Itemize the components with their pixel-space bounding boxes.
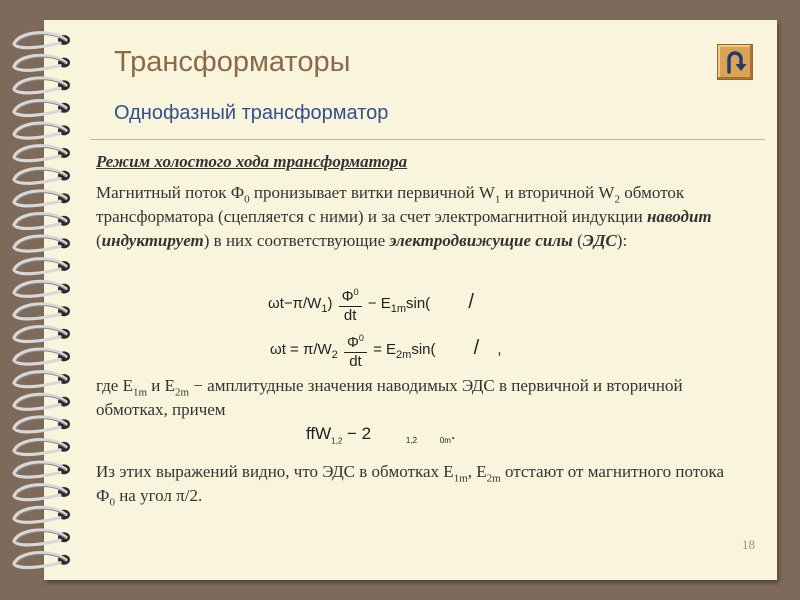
text-span: Из этих выражений видно, что ЭДС в обмотках E [96,462,454,481]
text-span: где E [96,376,133,395]
text-span: ) в них соответствующие [203,231,390,250]
formula-emf1 [268,283,474,325]
paragraph-amplitudes [96,374,736,422]
slide-content [96,150,736,253]
subscript: 0m [439,436,451,446]
formula-tail: sin( [411,340,436,358]
fraction [339,283,362,325]
term-emf: электродвижущие силы [389,231,573,250]
subscript: 1 [321,302,328,315]
formula-right: = E [373,340,397,358]
u-turn-arrow-icon [722,49,748,75]
formula-amplitude [306,424,456,444]
subscript: 1m [453,472,468,485]
text-span: ( [96,231,102,250]
subscript: 2 [331,348,338,361]
subscript: 1m [132,386,148,399]
text-span: и вторичной W [500,183,615,202]
text-span: и E [147,376,176,395]
paragraph-conclusion [96,460,736,508]
back-button[interactable] [717,44,753,80]
formula-comma: , [497,340,502,358]
fraction-numerator [339,283,362,307]
paragraph-flux [96,181,736,253]
text-span: отстают от магнитного потока Ф [96,462,725,505]
formula-right: − E [367,294,391,312]
superscript: 0 [353,287,359,297]
text-span: пронизывает витки первичной W [249,183,495,202]
fraction [344,329,367,371]
subscript: 1m [390,302,406,315]
subscript: 1,2 [331,436,343,446]
title-divider [90,139,765,140]
formula-slash: / [473,336,480,359]
formula-left: ωt−π/W [268,294,322,312]
text-span: Магнитный поток Ф [96,183,245,202]
formula-emf2 [270,329,502,371]
subscript: 1,2 [405,436,418,446]
text-span: − амплитудные значения наводимых ЭДС в первичной и вторичной обмотках, причем [96,376,683,419]
subscript: 1 [494,193,501,206]
numerator-text: Φ [341,288,354,305]
term-induces: наводит [646,207,712,226]
term-emf-abbr: ЭДС [582,231,617,250]
text-span: , E [467,462,487,481]
formula-mid: ) [327,294,333,312]
formula-mid: − 2 [342,424,372,443]
fraction-numerator [344,329,367,353]
numerator-text: Φ [346,334,359,351]
subscript: 0 [109,496,115,509]
formula-dot: . [450,424,456,443]
text-span: ): [616,231,628,250]
text-span: обмоток трансформатора (сцепляется с ними) и за счет электромагнитной индукции [96,183,685,226]
formula-left: ffW [306,424,332,443]
text-span: на угол π/2. [114,486,203,505]
subscript: 2m [486,472,501,485]
formula-slash: / [468,290,474,313]
fraction-denominator: dt [343,307,357,324]
text-span: ( [572,231,583,250]
slide-subtitle: Однофазный трансформатор [114,102,389,124]
slide-title: Трансформаторы [114,46,351,78]
section-heading: Режим холостого хода трансформатора [96,152,408,171]
term-inducts: индуктирует [101,231,204,250]
subscript: 2m [175,386,190,399]
superscript: 0 [358,333,364,343]
subscript: 2m [396,348,412,361]
subscript: 0 [244,193,250,206]
formula-left: ωt = π/W [270,340,332,358]
subscript: 2 [614,193,620,206]
page-number: 18 [742,537,755,552]
formula-tail: sin( [406,294,431,312]
fraction-denominator: dt [349,353,362,370]
